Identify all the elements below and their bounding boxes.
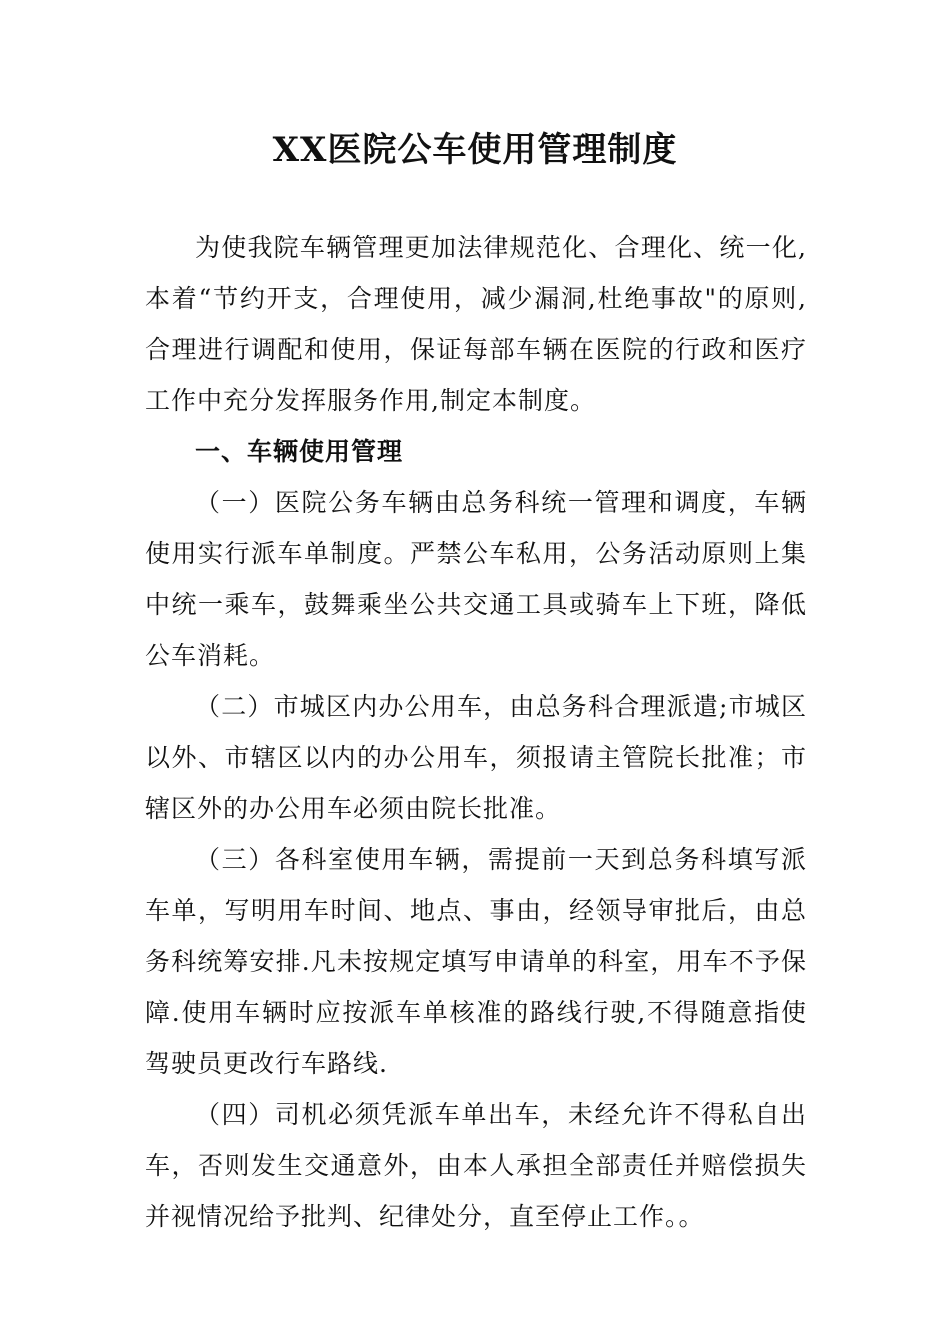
- section-item-3: （三）各科室使用车辆，需提前一天到总务科填写派车单，写明用车时间、地点、事由，经领导审批后，由总务科统筹安排.凡未按规定填写申请单的科室，用车不予保障.使用车辆时应按派车单核准的路线行驶,不得随意指使驾驶员更改行车路线.: [145, 845, 807, 1078]
- section-heading: 一、车辆使用管理: [195, 437, 404, 466]
- intro-paragraph: 为使我院车辆管理更加法律规范化、合理化、统一化,本着“节约开支，合理使用，减少漏洞,杜绝事故"的原则,合理进行调配和使用，保证每部车辆在医院的行政和医疗工作中充分发挥服务作用,制定本制度。: [145, 233, 807, 415]
- document-body: [145, 222, 807, 1242]
- document-title: XX医院公车使用管理制度: [272, 130, 678, 170]
- section-item-4: （四）司机必须凭派车单出车，未经允许不得私自出车，否则发生交通意外，由本人承担全部责任并赔偿损失并视情况给予批判、纪律处分，直至停止工作。。: [145, 1100, 807, 1231]
- section-item-2: （二）市城区内办公用车，由总务科合理派遣;市城区以外、市辖区以内的办公用车，须报请主管院长批准；市辖区外的办公用车必须由院长批准。: [145, 692, 807, 823]
- section-item-1: （一）医院公务车辆由总务科统一管理和调度，车辆使用实行派车单制度。严禁公车私用，公务活动原则上集中统一乘车，鼓舞乘坐公共交通工具或骑车上下班，降低公车消耗。: [145, 488, 807, 670]
